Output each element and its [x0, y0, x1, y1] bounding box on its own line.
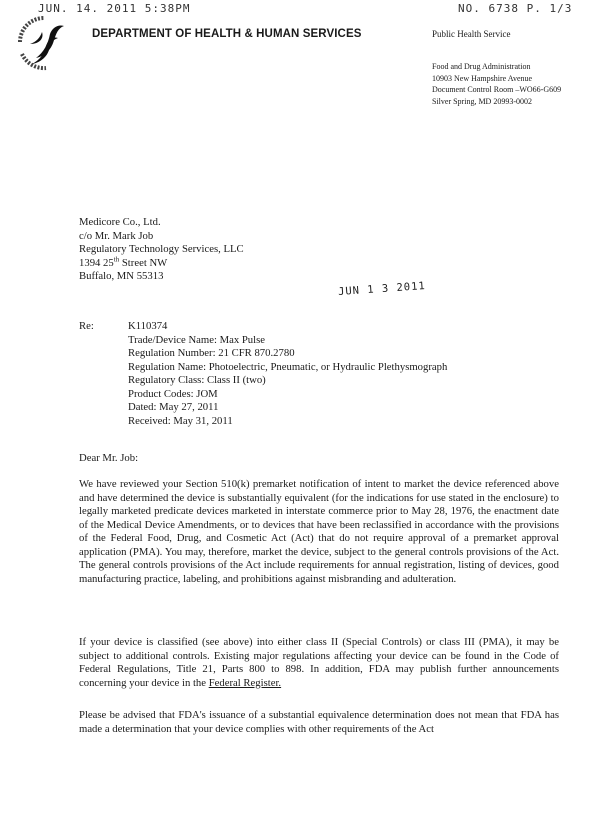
recipient-address [79, 216, 244, 284]
re-line: Product Codes: JOM [128, 387, 218, 400]
re-label: Re: [79, 320, 94, 332]
fda-address-line: Silver Spring, MD 20993-0002 [432, 96, 532, 106]
fda-address-line: Document Control Room –WO66-G609 [432, 85, 562, 94]
re-line: Regulation Number: 21 CFR 870.2780 [128, 347, 295, 359]
public-health-service: Public Health Service [432, 29, 511, 39]
recipient-attention: c/o Mr. Mark Job [79, 229, 154, 242]
paragraph-3: Please be advised that FDA's issuance of a substantial equivalence determination does not mean that FDA has made a determination that your device complies with other requirements of the Act [79, 709, 559, 735]
recipient-firm: Regulatory Technology Services, LLC [79, 243, 244, 255]
salutation: Dear Mr. Job: [79, 452, 139, 464]
street-rest: Street NW [119, 256, 168, 269]
recipient-street [79, 254, 244, 271]
paragraph-2 [79, 636, 559, 690]
fax-page-info: NO. 6738 P. 1/3 [458, 2, 573, 15]
federal-register-reference: Federal Register. [208, 676, 282, 689]
re-line: Dated: May 27, 2011 [128, 401, 219, 413]
fax-date-time: JUN. 14. 2011 5:38PM [38, 2, 191, 15]
department-title: DEPARTMENT OF HEALTH & HUMAN SERVICES [92, 28, 362, 40]
fda-address-line: Food and Drug Administration [432, 62, 531, 71]
hhs-seal-icon [14, 14, 70, 72]
received-date-stamp: JUN 1 3 2011 [337, 279, 427, 299]
re-line: Regulatory Class: Class II (two) [128, 374, 266, 386]
re-line: Received: May 31, 2011 [128, 414, 233, 427]
fda-address [432, 61, 597, 107]
paragraph-1: We have reviewed your Section 510(k) premarket notification of intent to market the device referenced above and have determined the device is substantially equivalent (for the indications for use stated in the enclosure) to legally marketed predicate devices marketed in interstate commerce prior to May 28, 1976, the enactment date of the Medical Device Amendments, or to devices that have been reclassified in accordance with the provisions of the Federal Food, Drug, and Cosmetic Act (Act) that do not require approval of a premarket approval application (PMA). You may, therefore, market the device, subject to the general controls provisions of the Act. The general controls provisions of the Act include requirements for annual registration, listing of devices, good manufacturing practice, labeling, and prohibitions against misbranding and adulteration. [79, 478, 559, 585]
paragraph-2-text: If your device is classified (see above) into either class II (Special Controls) or class III (PMA), it may be subject to additional controls. Existing major regulations affecting your device can be found in the Code of Federal Regulations, Title 21, Parts 800 to 898. In addition, FDA may publish further announcements concerning your device in the [79, 636, 559, 689]
street-number: 1394 25 [79, 256, 114, 269]
re-details [128, 320, 447, 428]
k-number: K110374 [128, 320, 168, 332]
fda-address-line: 10903 New Hampshire Avenue [432, 73, 533, 83]
street-suffix: th [113, 254, 120, 263]
re-line: Trade/Device Name: Max Pulse [128, 333, 266, 346]
recipient-city: Buffalo, MN 55313 [79, 270, 164, 282]
re-line: Regulation Name: Photoelectric, Pneumatic, or Hydraulic Plethysmograph [128, 360, 448, 373]
recipient-company: Medicore Co., Ltd. [79, 216, 161, 228]
